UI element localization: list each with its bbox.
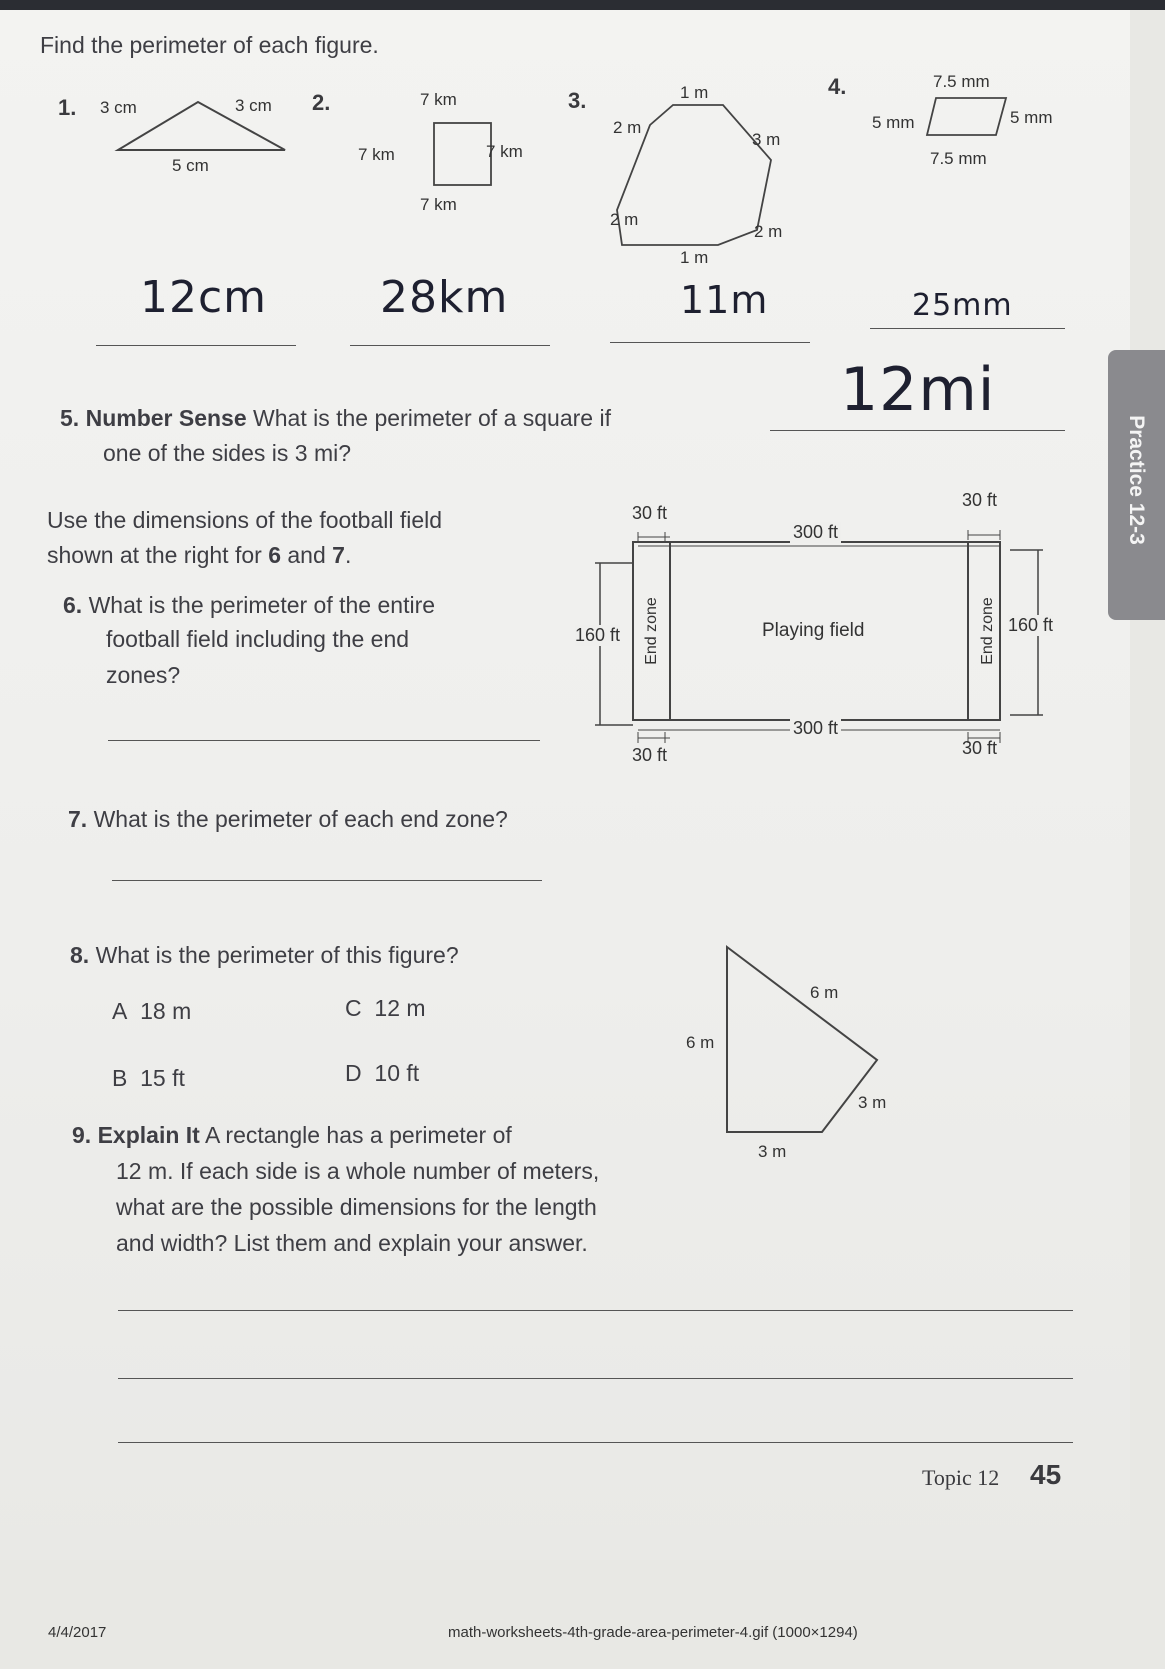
q6-number: 6. [63, 592, 83, 618]
p2-label-left: 7 km [358, 145, 395, 164]
q8-figure [0, 10, 1130, 1210]
field-top-right-width: 30 ft [962, 490, 998, 510]
q8-option-a-text: 18 m [140, 998, 192, 1024]
q7-text: What is the perimeter of each end zone? [93, 806, 508, 832]
answer-9-line-2 [118, 1378, 1073, 1379]
q8-label-right: 3 m [858, 1093, 887, 1112]
q9-line1 [72, 1122, 512, 1149]
q9-title: Explain It [97, 1122, 200, 1148]
q8-option-a-letter: A [112, 998, 128, 1024]
instructions: Find the perimeter of each figure. [40, 32, 379, 58]
field-bottom-right-width: 30 ft [962, 738, 998, 758]
q8-number: 8. [70, 942, 90, 968]
q8-option-b-letter: B [112, 1065, 128, 1091]
p1-label-right: 3 cm [235, 96, 272, 115]
p4-label-right: 5 mm [1010, 108, 1053, 127]
q5-text1: What is the perimeter of a square if [253, 405, 611, 431]
answer-9-line-1 [118, 1310, 1073, 1311]
problem-4-number: 4. [828, 74, 847, 99]
page-number: 45 [1030, 1459, 1062, 1490]
p3-label-top: 1 m [680, 83, 709, 102]
end-zone-right-label: End zone [979, 597, 996, 665]
q5-title: Number Sense [85, 405, 247, 431]
p3-label-lower-left: 2 m [610, 210, 639, 229]
q9-line4: and width? List them and explain your answer. [116, 1230, 588, 1256]
answer-1: 12cm [140, 272, 268, 323]
practice-side-tab [1108, 350, 1165, 620]
q6-line3: zones? [106, 662, 181, 688]
p3-label-lower-right: 2 m [754, 222, 783, 241]
q8-label-bottom: 3 m [758, 1142, 787, 1161]
p4-label-top: 7.5 mm [933, 72, 990, 91]
end-zone-left-label: End zone [643, 597, 660, 665]
q8-option-c-text: 12 m [374, 995, 426, 1021]
q6-line2: football field including the end [106, 626, 410, 652]
q9-line3: what are the possible dimensions for the length [116, 1194, 597, 1220]
q8-label-slant: 6 m [810, 983, 839, 1002]
q6-text1: What is the perimeter of the entire [88, 592, 436, 618]
practice-side-tab-label: Practice 12-3 [1125, 415, 1148, 545]
q8-label-left: 6 m [686, 1033, 715, 1052]
q9-number: 9. [72, 1122, 92, 1148]
field-intro-q7-ref: 7 [332, 542, 345, 568]
screen-footer-date: 4/4/2017 [48, 1624, 107, 1641]
screen-footer-file: math-worksheets-4th-grade-area-perimeter-4.gif (1000×1294) [448, 1624, 858, 1641]
field-intro-and: and [280, 542, 333, 568]
p4-label-bottom: 7.5 mm [930, 149, 987, 168]
problem-1-number: 1. [58, 95, 77, 120]
answer-5: 12mi [840, 355, 996, 425]
field-top-length: 300 ft [790, 522, 841, 543]
p1-label-left: 3 cm [100, 98, 137, 117]
answer-9-line-3 [118, 1442, 1073, 1443]
q5-number: 5. [60, 405, 80, 431]
p4-label-left: 5 mm [872, 113, 915, 132]
answer-4: 25mm [912, 288, 1013, 323]
worksheet-page [0, 10, 1130, 1560]
p3-label-upper-right: 3 m [752, 130, 781, 149]
trapezoid-figure [727, 947, 877, 1132]
q8-text: What is the perimeter of this figure? [95, 942, 459, 968]
answer-3: 11m [680, 278, 769, 322]
field-bottom-left-width: 30 ft [632, 745, 668, 765]
q8-option-c-letter: C [345, 995, 362, 1021]
problem-3-number: 3. [568, 88, 587, 113]
field-right-height: 160 ft [1008, 615, 1054, 635]
q7-number: 7. [68, 806, 88, 832]
top-dark-bar [0, 0, 1165, 10]
q8-option-d-text: 10 ft [374, 1060, 420, 1086]
q8-option-d-letter: D [345, 1060, 362, 1086]
p3-label-bottom: 1 m [680, 248, 709, 267]
q9-line2: 12 m. If each side is a whole number of meters, [116, 1158, 600, 1184]
field-left-height: 160 ft [575, 625, 621, 645]
p2-label-bottom: 7 km [420, 195, 457, 214]
playing-field-label: Playing field [762, 620, 865, 641]
field-bottom-length: 300 ft [790, 718, 841, 739]
p3-label-upper-left: 2 m [613, 118, 642, 137]
field-intro-line1: Use the dimensions of the football field [47, 507, 443, 533]
p1-label-bottom: 5 cm [172, 156, 209, 175]
topic-label: Topic 12 [922, 1465, 1000, 1490]
problem-2-number: 2. [312, 90, 331, 115]
q5-line2: one of the sides is 3 mi? [103, 440, 352, 466]
field-intro-period: . [344, 542, 352, 568]
answer-2: 28km [380, 272, 509, 323]
p2-label-right: 7 km [486, 142, 523, 161]
field-top-left-width: 30 ft [632, 503, 668, 523]
field-intro-line2-text: shown at the right for [47, 542, 269, 568]
q8-option-b-text: 15 ft [140, 1065, 185, 1091]
p2-label-top: 7 km [420, 90, 457, 109]
q9-text1: A rectangle has a perimeter of [204, 1122, 512, 1148]
field-intro-q6-ref: 6 [268, 542, 281, 568]
